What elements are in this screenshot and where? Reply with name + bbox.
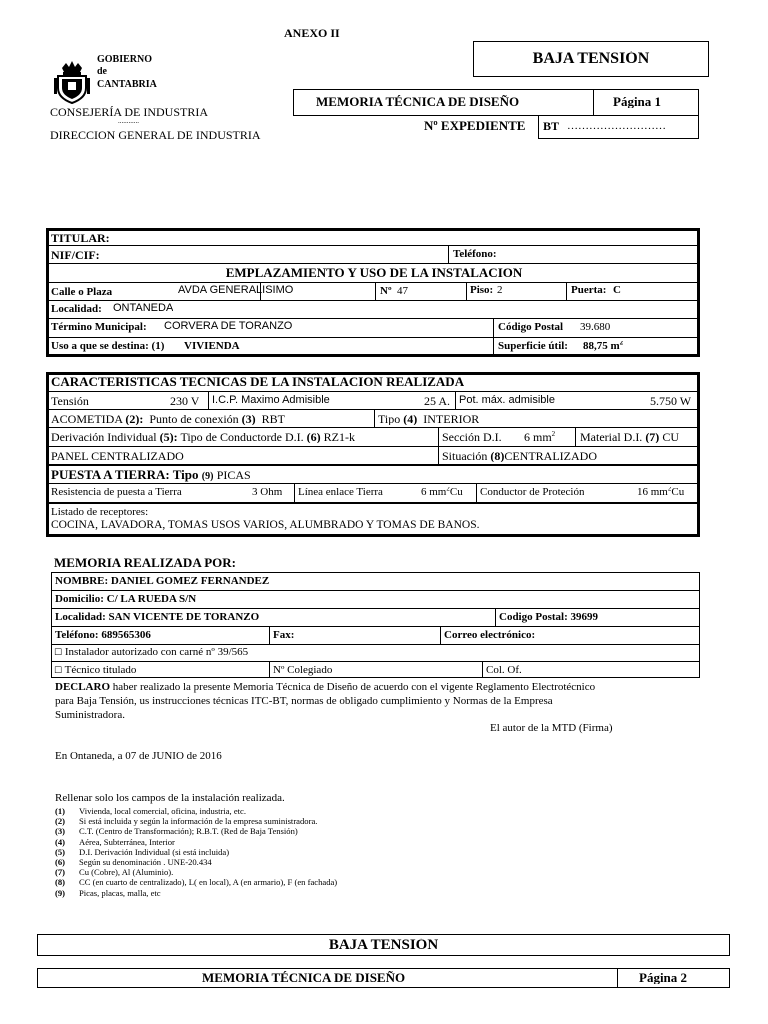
acometida-row: ACOMETIDA (2): Punto de conexión (3) RBT <box>51 413 286 425</box>
consejeria-dots: ............ <box>118 118 139 125</box>
localidad-value: ONTANEDA <box>113 303 174 314</box>
colof-label: Col. Of. <box>486 665 522 676</box>
tension-value: 230 V <box>170 395 200 407</box>
note-number: (2) <box>55 816 66 827</box>
note-text: D.I. Derivación Individual (si está incluida) <box>79 846 230 857</box>
localidad-value: Localidad: SAN VICENTE DE TORANZO <box>55 612 260 623</box>
expediente-label: Nº EXPEDIENTE <box>424 119 526 132</box>
puerta-value: C <box>613 285 621 296</box>
pot-value: 5.750 W <box>650 395 692 407</box>
gov-line-1: GOBIERNO <box>97 55 153 65</box>
telefono-value: Teléfono: 689565306 <box>55 630 151 641</box>
conductor-proteccion-value: 16 $mm^2Cu$ <box>637 487 685 498</box>
notes-list <box>55 806 337 898</box>
note-number: (3) <box>55 826 66 837</box>
note-item <box>55 826 337 836</box>
note-text: C.T. (Centro de Transformación); R.B.T. (Red de Baja Tensión) <box>79 826 298 837</box>
note-item <box>55 816 337 826</box>
caracteristicas-title: CARACTERISTICAS TECNICAS DE LA INSTALACION REALIZADA <box>51 375 465 388</box>
note-item <box>55 877 337 887</box>
localidad-label: Localidad: <box>51 304 102 315</box>
page2-memoria-title: MEMORIA TÉCNICA DE DISEÑO <box>202 971 406 984</box>
num-value: 47 <box>397 286 408 297</box>
piso-label: Piso: <box>470 285 494 296</box>
note-number: (7) <box>55 867 66 878</box>
direccion-label: DIRECCION GENERAL DE INDUSTRIA <box>50 129 261 141</box>
note-text: Picas, placas, malla, etc <box>79 887 161 898</box>
memoria-title: MEMORIA TÉCNICA DE DISEÑO <box>316 95 520 108</box>
annex-label: ANEXO II <box>284 27 340 39</box>
note-item <box>55 847 337 857</box>
listado-value: COCINA, LAVADORA, TOMAS USOS VARIOS, ALUMBRADO Y TOMAS DE BAÑOS. <box>51 520 480 531</box>
gov-line-2: de <box>97 67 107 77</box>
superficie-label: Superficie útil: <box>498 341 568 352</box>
note-item <box>55 867 337 877</box>
autor-firma: El autor de la MTD (Firma) <box>490 723 613 734</box>
declaro-line-3: Suministradora. <box>55 710 125 721</box>
uso-value: VIVIENDA <box>184 341 240 352</box>
derivacion-row: Derivación Individual (5): Tipo de Conductorde D.I. (6) RZ1-k <box>51 431 355 443</box>
emplazamiento-title: EMPLAZAMIENTO Y USO DE LA INSTALACION <box>225 266 523 279</box>
page-number: Página 1 <box>613 95 662 108</box>
panel-label: PANEL CENTRALIZADO <box>51 450 184 462</box>
baja-tension-box <box>473 41 709 77</box>
icp-value: 25 A. <box>424 395 451 407</box>
note-text: CC (en cuarto de centralizado), L( en local), A (en armario), F (en fachada) <box>79 877 338 888</box>
tension-label: Tensión <box>51 395 89 407</box>
page2-baja-tension-title: BAJA TENSIÓN <box>328 938 439 953</box>
note-number: (1) <box>55 806 66 816</box>
instalador-row: ☐ Instalador autorizado con carné nº 39/565 <box>54 647 249 658</box>
expediente-prefix: BT <box>543 120 560 132</box>
note-item <box>55 837 337 847</box>
fecha-lugar: En Ontaneda, a 07 de JUNIO de 2016 <box>55 751 222 762</box>
note-text: Según su denominación . UNE-20.434 <box>79 856 212 867</box>
cp-value: 39.680 <box>580 322 611 333</box>
telefono-label: Teléfono: <box>453 249 497 260</box>
seccion-value: 6 $mm^2$ <box>524 431 556 443</box>
cp-label: Código Postal <box>498 322 564 333</box>
note-number: (4) <box>55 836 66 847</box>
note-item <box>55 857 337 867</box>
tecnico-row: ☐ Técnico titulado <box>54 665 137 676</box>
note-number: (9) <box>55 887 66 898</box>
conductor-proteccion-label: Conductor de Proteción <box>480 487 585 498</box>
note-number: (8) <box>55 877 66 888</box>
declaro-line-1: DECLARO haber realizado la presente Memoria Técnica de Diseño de acuerdo con el vigente Reglamento Electrotécnico <box>55 682 596 693</box>
nif-label: NIF/CIF: <box>51 249 100 261</box>
pot-label: Pot. máx. admisible <box>459 395 555 406</box>
nombre-value: NOMBRE: DANIEL GOMEZ FERNANDEZ <box>55 576 270 587</box>
piso-value: 2 <box>497 285 503 296</box>
icp-label: I.C.P. Maximo Admisible <box>212 395 330 406</box>
calle-value: AVDA GENERALISIMO <box>178 285 294 296</box>
note-text: Vivienda, local comercial, oficina, industria, etc. <box>79 806 246 816</box>
linea-label: Línea enlace Tierra <box>298 487 383 498</box>
instalador-checkbox[interactable]: ☐ <box>54 647 63 657</box>
puerta-label: Puerta: <box>571 285 607 296</box>
colegiado-label: Nº Colegiado <box>273 665 333 676</box>
note-number: (6) <box>55 856 66 867</box>
correo-label: Correo electrónico: <box>444 630 536 641</box>
fax-label: Fax: <box>273 630 295 641</box>
codigo-postal-value: Codigo Postal: 39699 <box>499 612 598 623</box>
termino-value: CORVERA DE TORANZO <box>164 321 293 332</box>
termino-label: Término Municipal: <box>51 322 147 333</box>
baja-tension-title: BAJA TENSIÓN <box>532 51 650 67</box>
resistencia-label: Resistencia de puesta a Tierra <box>51 487 182 498</box>
note-text: Cu (Cobre), Al (Aluminio). <box>79 867 174 878</box>
calle-label: Calle o Plaza <box>51 287 113 298</box>
material-row: Material D.I. (7) CU <box>580 431 679 443</box>
memoria-por-table <box>51 572 700 678</box>
puesta-tierra-row: PUESTA A TIERRA: Tipo (9) PICAS <box>51 468 251 482</box>
note-item <box>55 806 337 816</box>
page2-page-number: Página 2 <box>639 971 688 984</box>
notes-intro: Rellenar solo los campos de la instalación realizada. <box>55 793 285 804</box>
note-text: Si está incluida y según la información de la empresa suministradora. <box>79 816 318 827</box>
situacion-row: Situación (8)CENTRALIZADO <box>442 450 597 462</box>
superficie-value: 88,75 $m^2$ <box>583 341 624 352</box>
seccion-label: Sección D.I. <box>442 431 502 443</box>
page2-baja-tension-box <box>37 934 730 956</box>
note-text: Aérea, Subterránea, Interior <box>79 836 175 847</box>
note-number: (5) <box>55 846 66 857</box>
consejeria-label: CONSEJERÍA DE INDUSTRIA <box>50 106 209 118</box>
listado-label: Listado de receptores: <box>51 507 149 518</box>
num-label: Nº <box>380 286 392 297</box>
declaro-line-2: para Baja Tensión, us instrucciones técnicas ITC-BT, normas de obligado cumplimiento y Normas de la Empresa <box>55 696 553 707</box>
tipo-row: Tipo (4) INTERIOR <box>378 413 480 425</box>
uso-label: Uso a que se destina: (1) <box>51 341 165 352</box>
cantabria-coat-of-arms-icon <box>52 60 92 104</box>
note-item <box>55 888 337 898</box>
linea-value: 6 $mm^2Cu$ <box>421 487 463 498</box>
memoria-por-title: MEMORIA REALIZADA POR: <box>54 556 237 569</box>
gov-line-3: CANTABRIA <box>97 80 157 90</box>
tecnico-checkbox[interactable]: ☐ <box>54 665 63 675</box>
expediente-dots: ……………………… <box>567 121 666 132</box>
titular-label: TITULAR: <box>51 232 110 244</box>
domicilio-value: Domicilio: C/ LA RUEDA S/N <box>55 594 197 605</box>
resistencia-value: 3 Ohm <box>252 487 283 498</box>
